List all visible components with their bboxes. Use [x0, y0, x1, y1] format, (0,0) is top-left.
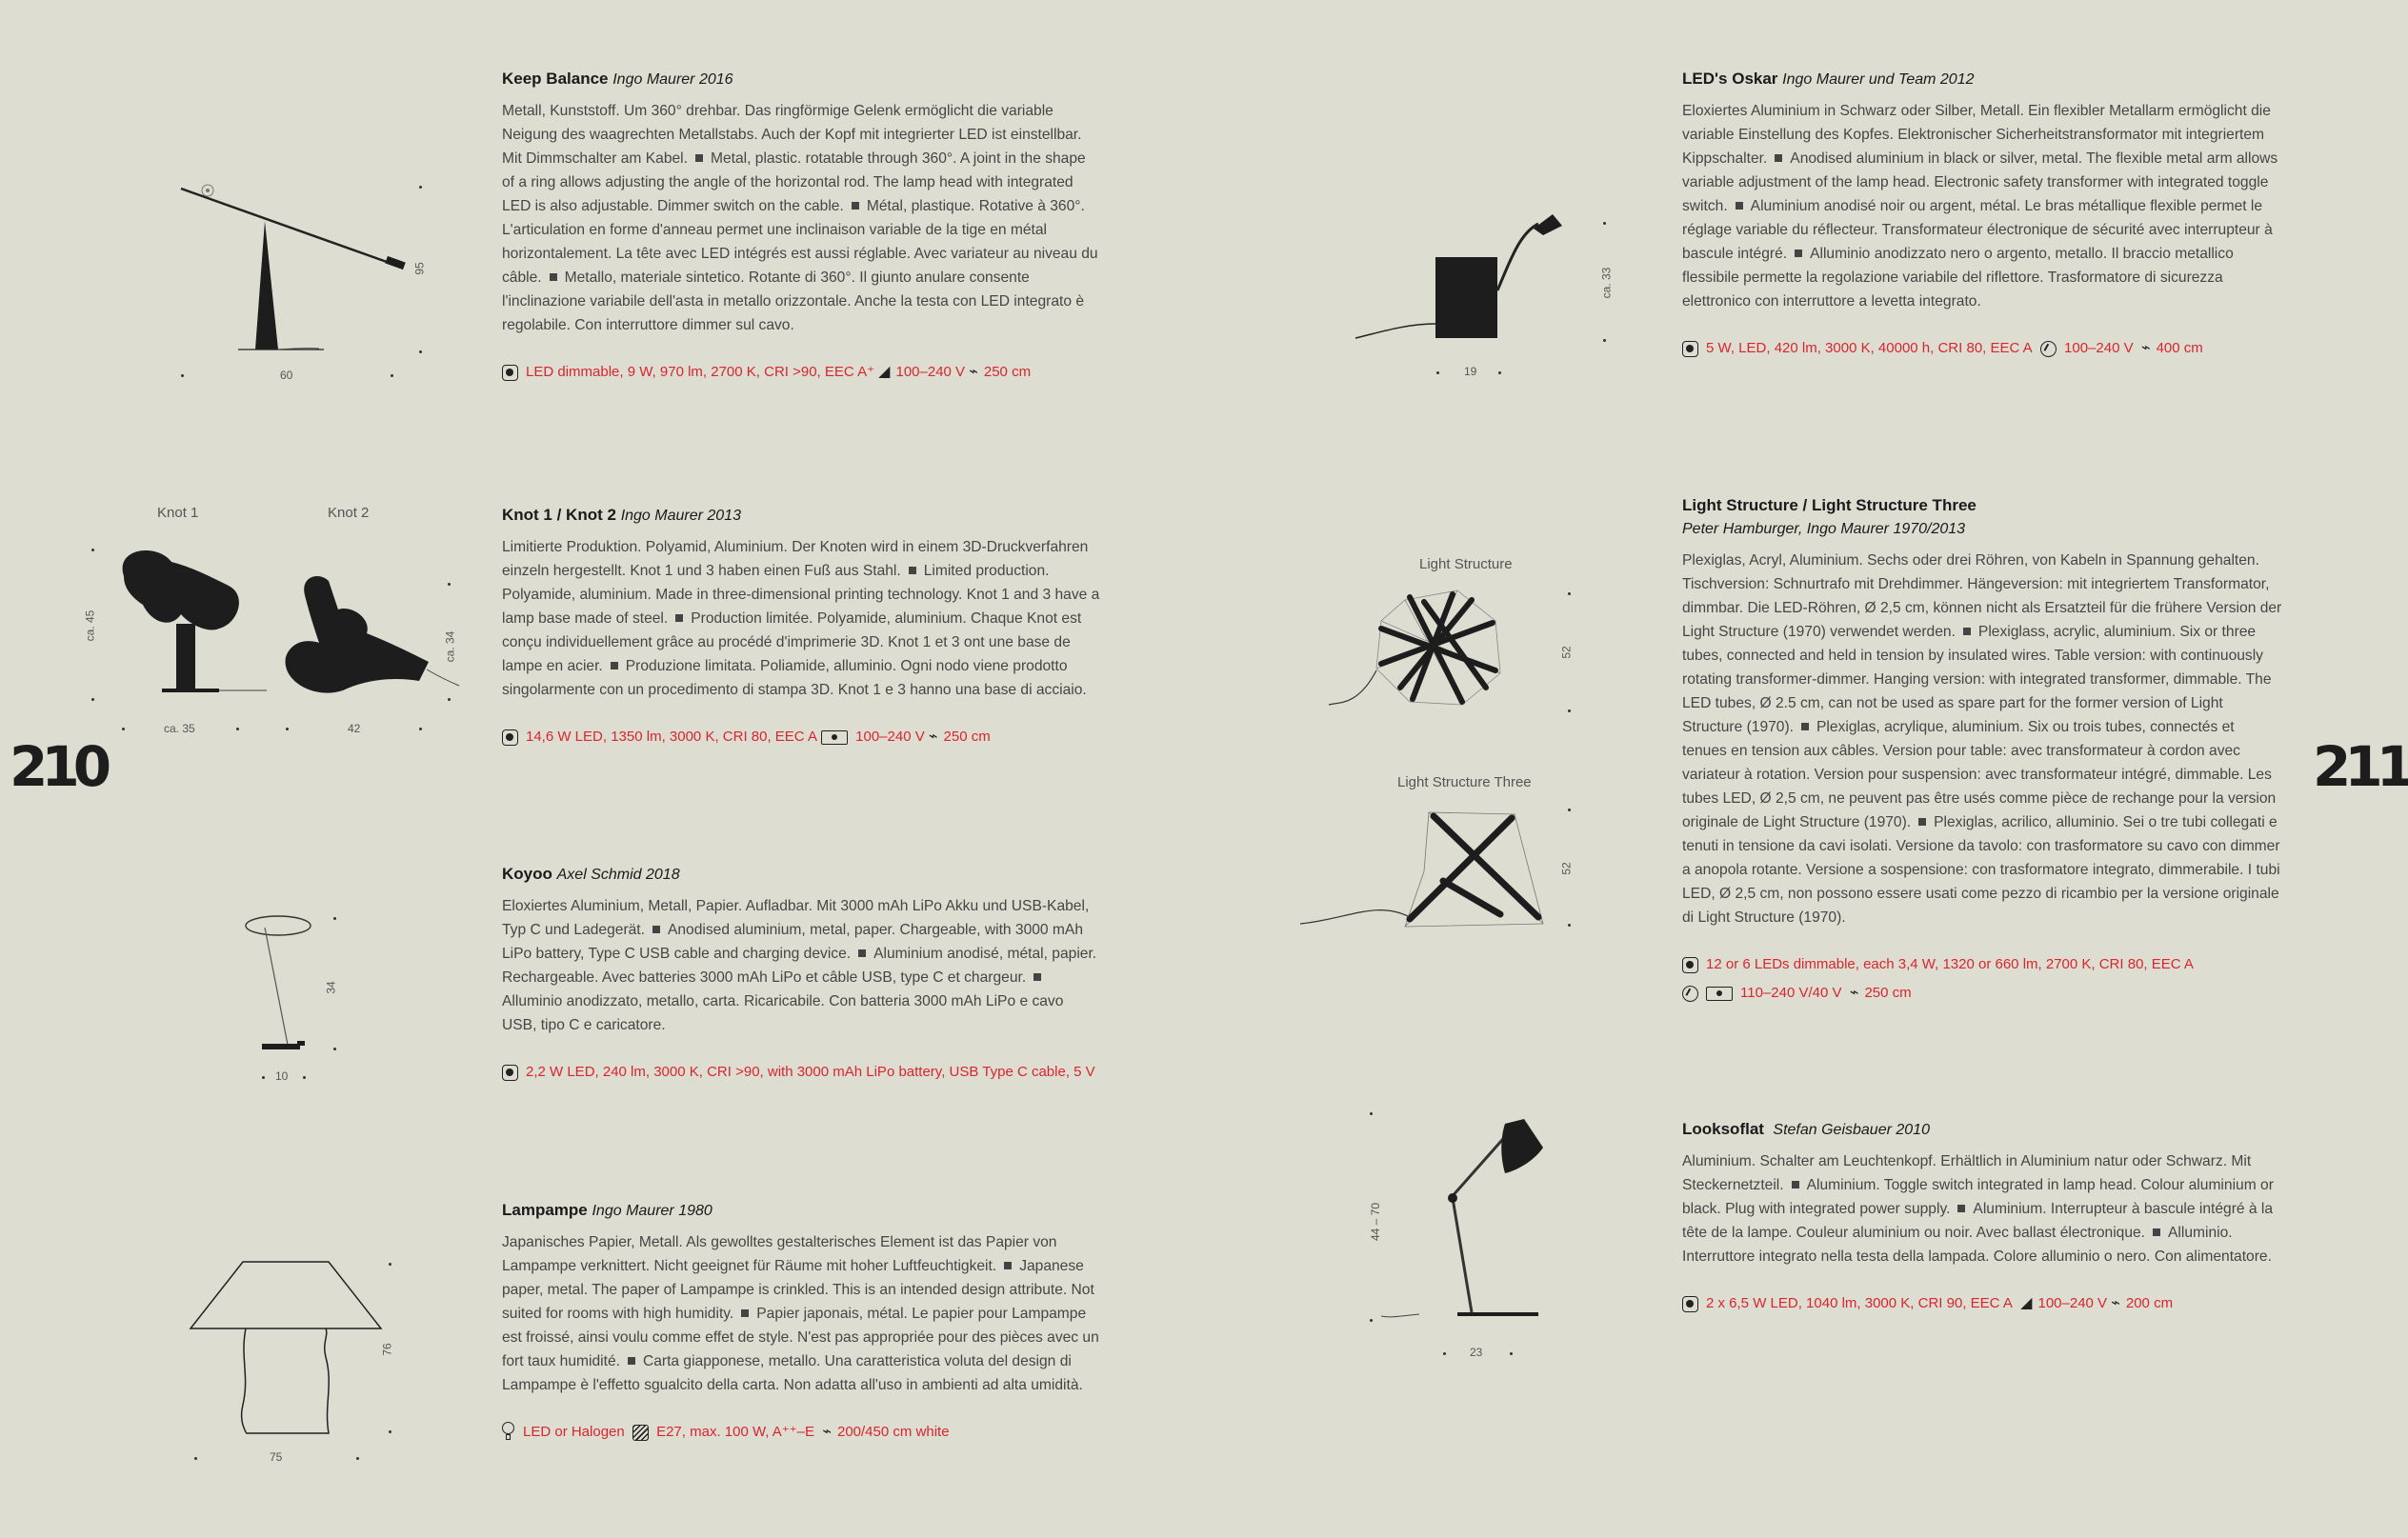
koyoo-width: 10 [275, 1069, 289, 1083]
entry-title [502, 503, 1102, 528]
specs: LED or Halogen E27, max. 100 W, A⁺⁺–E ⌁ 200/450 cm white [502, 1418, 1102, 1447]
led-icon [502, 1065, 518, 1081]
designer: Ingo Maurer 1980 [592, 1203, 712, 1219]
product-name: Looksoflat [1682, 1120, 1764, 1138]
specs: 12 or 6 LEDs dimmable, each 3,4 W, 1320 or 660 lm, 2700 K, CRI 80, EEC A 110–240 V/40 V ⌁ 250 cm [1682, 950, 2282, 1008]
page-number-left: 210 [10, 734, 106, 799]
keep-balance-width: 60 [280, 369, 293, 382]
socket-icon [632, 1425, 649, 1441]
knot-illustration [105, 538, 467, 709]
keep-balance-height: 95 [412, 262, 427, 275]
leds-oskar-width: 19 [1464, 365, 1477, 378]
led-icon [1682, 1296, 1698, 1312]
designer: Axel Schmid 2018 [556, 867, 680, 883]
looksoflat-height: 44 – 70 [1369, 1202, 1383, 1242]
light-structure-illustration [1329, 583, 1538, 711]
lampampe-width: 75 [270, 1450, 283, 1464]
entry-title [1682, 493, 2282, 541]
product-name: Knot 1 / Knot 2 [502, 506, 616, 524]
dimmer-icon: ◢ [2020, 1295, 2033, 1311]
description: Japanisches Papier, Metall. Als gewolltes gestalterisches Element ist das Papier von Lampampe verknittert. Nicht geeignet für Räume mit hoher Luftfeuchtigkeit. Japanese paper, metal. The paper of Lampampe is crinkled. This is an intended design attribute. Not suited for rooms with high humidity. Papier japonais, métal. Le papier pour Lampampe est froissé, ainsi voulu comme effet de style. N'est pas appropriée pour des pièces avec un fort taux humidité. Carta giapponese, metallo. Una caratteristica voluta del design di Lampampe è l'effetto sgualcito della carta. Non adatta all'uso in ambienti ad alta umidità. [502, 1234, 1099, 1393]
product-name: Lampampe [502, 1201, 588, 1219]
plug-icon: ⌁ [928, 729, 938, 745]
entry-keep-balance [502, 67, 1102, 387]
page-number-right: 211 [2313, 734, 2408, 799]
light-structure-three-illustration [1300, 805, 1548, 933]
light-structure-label: Light Structure [1419, 556, 1513, 572]
specs: 2,2 W LED, 240 lm, 3000 K, CRI >90, with 3000 mAh LiPo battery, USB Type C cable, 5 V [502, 1058, 1102, 1087]
entry-knot [502, 503, 1102, 751]
description: Metall, Kunststoff. Um 360° drehbar. Das ringförmige Gelenk ermöglicht die variable Neigung des waagrechten Metallstabs. Auch der Kopf mit integrierter LED ist einstellbar. Mit Dimmschalter am Kabel. Metal, plastic. rotatable through 360°. A joint in the shape of a ring allows adjusting the angle of the horizontal rod. The lamp head with integrated LED is also adjustable. Dimmer switch on the cable. Métal, plastique. Rotative à 360°. L'articulation en forme d'anneau permet une inclinaison variable de la tige en métal horizontalement. La tête avec LED intégrés est aussi réglable. Avec variateur au niveau du câble. Metallo, materiale sintetico. Rotante di 360°. Il giunto anulare consente l'inclinazione variabile dell'asta in metallo orizzontale. Anche la testa con LED integrato è regolabile. Con interruttore dimmer sul cavo. [502, 103, 1098, 333]
lampampe-height: 76 [380, 1343, 394, 1356]
plug-icon: ⌁ [2111, 1295, 2120, 1311]
knot1-height: ca. 45 [83, 609, 97, 642]
led-icon [1682, 341, 1698, 357]
entry-koyoo [502, 862, 1102, 1087]
switch-icon [2040, 341, 2057, 357]
entry-looksoflat [1682, 1117, 2282, 1318]
led-icon [502, 365, 518, 381]
designer: Ingo Maurer 2016 [612, 71, 733, 88]
entry-title [1682, 1117, 2282, 1142]
designer: Ingo Maurer und Team 2012 [1782, 71, 1975, 88]
light-structure-three-label: Light Structure Three [1397, 774, 1532, 790]
looksoflat-illustration [1381, 1105, 1600, 1328]
koyoo-height: 34 [324, 981, 338, 994]
lampampe-illustration [181, 1252, 400, 1443]
entry-title [1682, 67, 2282, 91]
knot2-height: ca. 34 [443, 630, 457, 663]
entry-title [502, 67, 1102, 91]
entry-title [502, 862, 1102, 887]
specs: 2 x 6,5 W LED, 1040 lm, 3000 K, CRI 90, EEC A ◢ 100–240 V ⌁ 200 cm [1682, 1289, 2282, 1318]
transformer-icon [821, 730, 848, 745]
plug-icon: ⌁ [1849, 985, 1859, 1001]
product-name: Koyoo [502, 865, 552, 883]
product-name: Light Structure / Light Structure Three [1682, 496, 1977, 514]
plug-icon: ⌁ [2140, 340, 2151, 356]
led-icon [502, 729, 518, 746]
entry-light-structure [1682, 493, 2282, 1008]
description: Aluminium. Schalter am Leuchtenkopf. Erhältlich in Aluminium natur oder Schwarz. Mit Steckernetzteil. Aluminium. Toggle switch integrated in lamp head. Colour aluminium or black. Plug with integrated power supply. Aluminium. Interrupteur à bascule intégré à la tête de la lampe. Couleur aluminium ou noir. Avec ballast électronique. Alluminio. Interruttore integrato nella testa della lampada. Colore alluminio o nero. Con alimentatore. [1682, 1153, 2274, 1265]
leds-oskar-illustration [1348, 205, 1595, 348]
specs: 14,6 W LED, 1350 lm, 3000 K, CRI 80, EEC A 100–240 V ⌁ 250 cm [502, 723, 1102, 751]
plug-icon: ⌁ [822, 1424, 832, 1440]
transformer-icon [1706, 987, 1733, 1001]
looksoflat-width: 23 [1470, 1346, 1483, 1359]
description: Eloxiertes Aluminium, Metall, Papier. Aufladbar. Mit 3000 mAh LiPo Akku und USB-Kabel, Typ C und Ladegerät. Anodised aluminium, metal, paper. Chargeable, with 3000 mAh LiPo battery, Type C USB cable and charging device. Aluminium anodisé, métal, papier. Rechargeable. Avec batteries 3000 mAh LiPo et câble USB, type C et chargeur.Alluminio anodizzato, metallo, carta. Ricaricabile. Con batteria 3000 mAh LiPo e cavo USB, tipo C e caricatore. [502, 898, 1097, 1033]
dimmer-icon: ◢ [878, 364, 891, 380]
entry-lampampe [502, 1198, 1102, 1447]
product-name: LED's Oskar [1682, 70, 1778, 88]
keep-balance-illustration [162, 162, 448, 390]
description: Plexiglas, Acryl, Aluminium. Sechs oder drei Röhren, von Kabeln in Spannung gehalten. Tischversion: Schnurtrafo mit Drehdimmer. Hängeversion: mit integriertem Transformator, dimmbar. Die LED-Röhren, Ø 2,5 cm, können nicht als Ersatzteil für die frühere Version der Light Structure (1970) verwendet werden. Plexiglass, acrylic, aluminium. Six or three tubes, connected and held in tension by insulated wires. Table version: with continuously rotating transformer-dimmer. Hanging version: with integrated transformer, dimmable. The LED tubes, Ø 2.5 cm, can not be used as spare part for the former version of Light Structure (1970). Plexiglas, acrylique, aluminium. Six ou trois tubes, connectés et tenues en tension aux câbles. Version pour table: avec transformateur à cordon avec variateur à rotation. Version pour suspension: avec transformateur intégré, dimmable. Les tubes LED, Ø 2,5 cm, ne peuvent pas être usés comme pièce de rechange pour la version originale de Light Structure (1970). Plexiglas, acrilico, alluminio. Sei o tre tubi collegati e tenuti in tensione da cavi isolati. Versione da tavolo: con trasformatore su cavo con dimmer a anopola rotante. Versione a sospensione: con trasformatore integrato, dimmerabile. I tubi LED, Ø 2,5 cm, non possono essere usati come pezzo di ricambio per la versione originale di Light Structure (1970). [1682, 552, 2282, 926]
entry-leds-oskar [1682, 67, 2282, 363]
description: Eloxiertes Aluminium in Schwarz oder Silber, Metall. Ein flexibler Metallarm ermöglicht die variable Einstellung des Kopfes. Elektronischer Sicherheitstransformator mit integriertem Kippschalter. Anodised aluminium in black or silver, metal. The flexible metal arm allows variable adjustment of the lamp head. Electronic safety transformer with integrated toggle switch. Aluminium anodisé noir ou argent, métal. Le bras métallique flexible permet le réglage variable du réflecteur. Transformateur électronique de sécurité avec interrupteur à bascule intégré. Alluminio anodizzato nero o argento, metallo. Il braccio metallico flessibile permette la regolazione variabile del riflettore. Trasformatore di sicurezza elettronico con interruttore a levetta integrato. [1682, 103, 2278, 310]
product-name: Keep Balance [502, 70, 609, 88]
led-icon [1682, 957, 1698, 973]
leds-oskar-height: ca. 33 [1599, 267, 1614, 299]
knot2-label: Knot 2 [328, 505, 370, 521]
designer: Ingo Maurer 2013 [620, 508, 741, 524]
bulb-icon [502, 1422, 515, 1443]
knot1-label: Knot 1 [157, 505, 199, 521]
knot1-width: ca. 35 [164, 722, 195, 735]
entry-title [502, 1198, 1102, 1223]
designer: Peter Hamburger, Ingo Maurer 1970/2013 [1682, 521, 1966, 537]
plug-icon: ⌁ [969, 364, 978, 380]
specs: 5 W, LED, 420 lm, 3000 K, 40000 h, CRI 80, EEC A 100–240 V ⌁ 400 cm [1682, 334, 2282, 363]
light-structure-height: 52 [1559, 646, 1574, 659]
specs: LED dimmable, 9 W, 970 lm, 2700 K, CRI >90, EEC A⁺ ◢ 100–240 V ⌁ 250 cm [502, 358, 1102, 387]
knot2-width: 42 [348, 722, 361, 735]
light-structure-three-height: 52 [1559, 862, 1574, 875]
designer: Stefan Geisbauer 2010 [1773, 1122, 1930, 1138]
dimmer-icon [1682, 986, 1698, 1002]
description: Limitierte Produktion. Polyamid, Aluminium. Der Knoten wird in einem 3D-Druckverfahren einzeln hergestellt. Knot 1 und 3 haben einen Fuß aus Stahl. Limited production. Polyamide, aluminium. Made in three-dimensional printing technology. Knot 1 and 3 have a lamp base made of steel. Production limitée. Polyamide, aluminium. Chaque Knot est conçu individuellement grâce au procédé d'imprimerie 3D. Knot 1 et 3 ont une base de lampe en acier. Produzione limitata. Poliamide, alluminio. Ogni nodo viene prodotto singolarmente con un procedimento di stampa 3D. Knot 1 e 3 hanno una base di acciaio. [502, 539, 1100, 698]
